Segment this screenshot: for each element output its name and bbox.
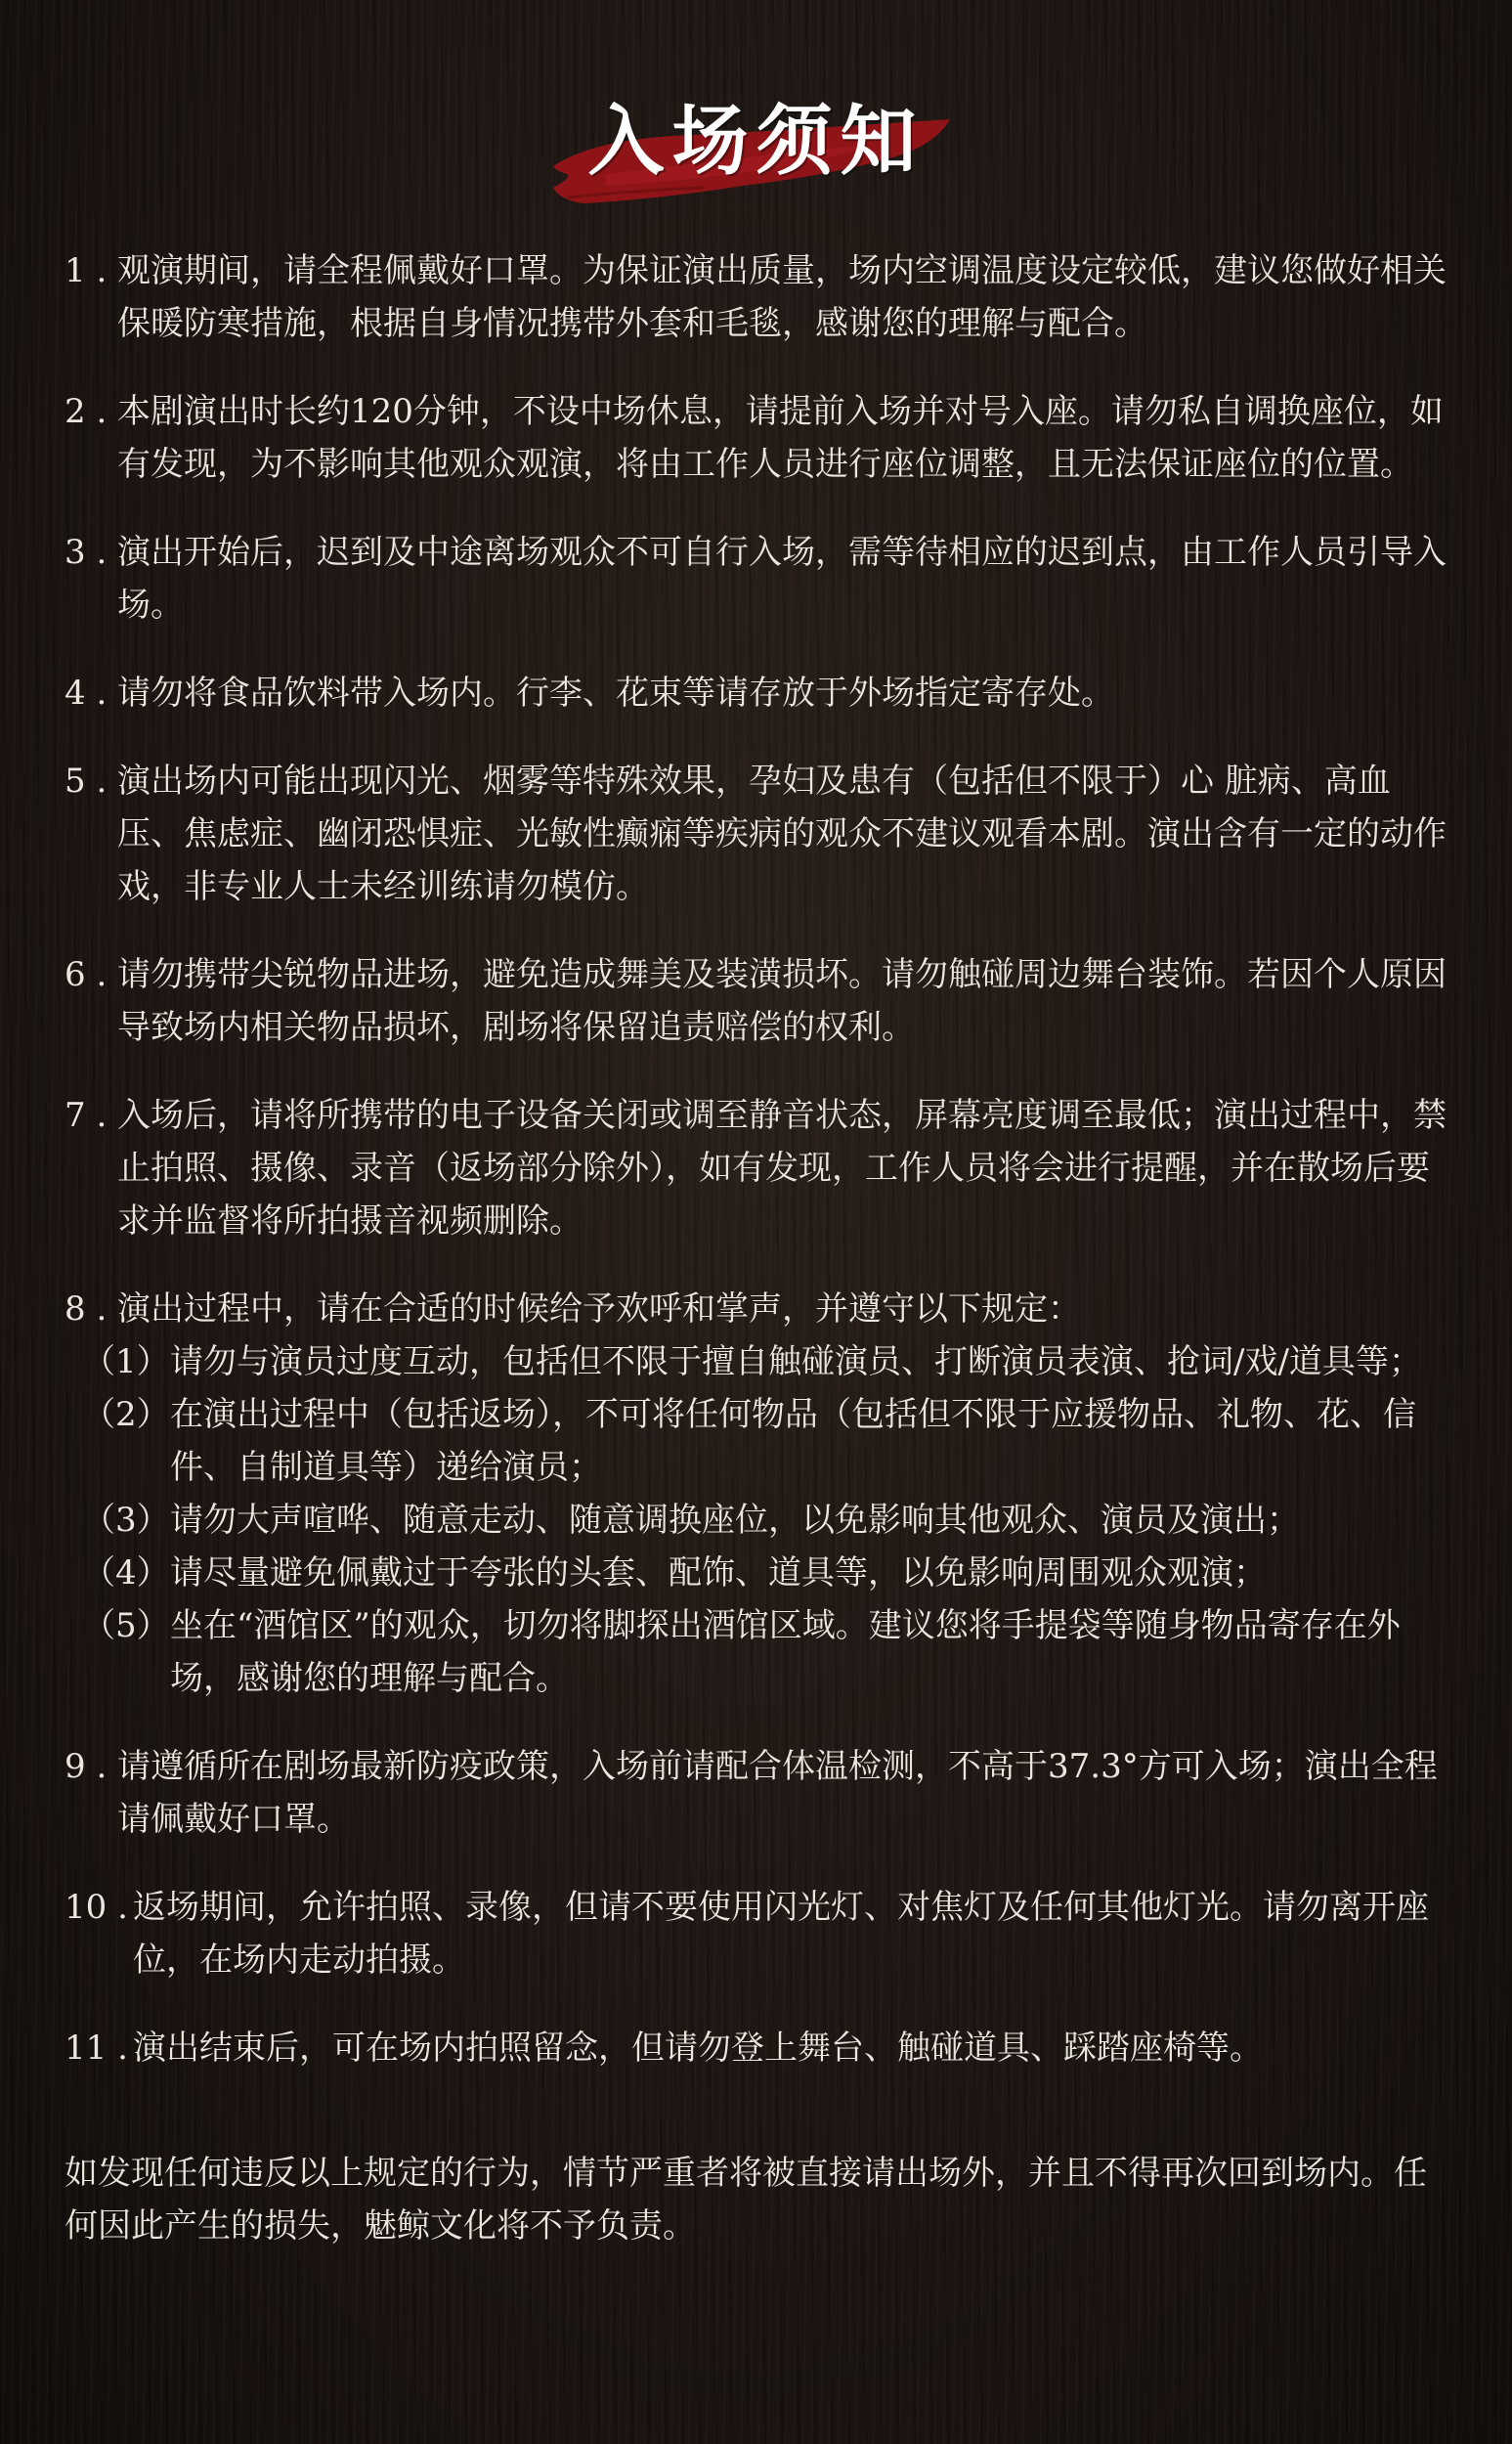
item-number: 1 . xyxy=(65,251,108,290)
sub-rule-1 xyxy=(65,1335,1452,1388)
item-number: 11 . xyxy=(65,2029,128,2068)
page-title: 入场须知 xyxy=(587,97,925,186)
notice-item-10 xyxy=(65,1881,1452,1986)
sub-rule-text: 请勿大声喧哗、随意走动、随意调换座位，以免影响其他观众、演员及演出； xyxy=(170,1501,1300,1540)
item-number: 5 . xyxy=(65,762,108,801)
item-text: 返场期间，允许拍照、录像，但请不要使用闪光灯、对焦灯及任何其他灯光。请勿离开座位，在场内走动拍摄。 xyxy=(133,1888,1429,1980)
sub-rule-3 xyxy=(65,1494,1452,1547)
sub-rule-2 xyxy=(65,1388,1452,1494)
item-text: 本剧演出时长约120分钟，不设中场休息，请提前入场并对号入座。请勿私自调换座位，如有发现，为不影响其他观众观演，将由工作人员进行座位调整，且无法保证座位的位置。 xyxy=(117,392,1444,484)
item-number: 10 . xyxy=(65,1888,128,1927)
sub-rule-text: 请尽量避免佩戴过于夸张的头套、配饰、道具等，以免影响周围观众观演； xyxy=(170,1553,1267,1593)
item-text: 演出结束后，可在场内拍照留念，但请勿登上舞台、触碰道具、踩踏座椅等。 xyxy=(133,2029,1263,2068)
notice-item-1 xyxy=(65,244,1452,350)
item-text: 请勿将食品饮料带入场内。行李、花束等请存放于外场指定寄存处。 xyxy=(117,674,1114,713)
item-number: 3 . xyxy=(65,533,108,572)
title-area xyxy=(0,59,1512,215)
sub-rule-text: 请勿与演员过度互动，包括但不限于擅自触碰演员、打断演员表演、抢词/戏/道具等； xyxy=(170,1342,1422,1381)
sub-rule-4 xyxy=(65,1547,1452,1599)
item-number: 6 . xyxy=(65,955,108,994)
notice-item-4 xyxy=(65,667,1452,720)
item-text: 请勿携带尖锐物品进场，避免造成舞美及装潢损坏。请勿触碰周边舞台装饰。若因个人原因导致场内相关物品损坏，剧场将保留追责赔偿的权利。 xyxy=(117,955,1447,1047)
notice-content xyxy=(65,244,1452,2252)
disclaimer-text: 如发现任何违反以上规定的行为，情节严重者将被直接请出场外，并且不得再次回到场内。任何因此产生的损失，魅鲸文化将不予负责。 xyxy=(65,2154,1427,2246)
rule-sublist xyxy=(65,1335,1452,1705)
notice-item-2 xyxy=(65,385,1452,491)
sub-rule-text: 坐在“酒馆区”的观众，切勿将脚探出酒馆区域。建议您将手提袋等随身物品寄存在外场，感谢您的理解与配合。 xyxy=(170,1606,1401,1698)
item-text: 演出开始后，迟到及中途离场观众不可自行入场，需等待相应的迟到点，由工作人员引导入场。 xyxy=(117,533,1447,625)
sub-rule-number: （5） xyxy=(82,1606,170,1645)
notice-item-11 xyxy=(65,2022,1452,2074)
item-number: 9 . xyxy=(65,1747,108,1786)
item-text: 观演期间，请全程佩戴好口罩。为保证演出质量，场内空调温度设定较低，建议您做好相关保暖防寒措施，根据自身情况携带外套和毛毯，感谢您的理解与配合。 xyxy=(117,251,1447,343)
item-text: 演出过程中，请在合适的时候给予欢呼和掌声，并遵守以下规定： xyxy=(117,1289,1081,1329)
sub-rule-text: 在演出过程中（包括返场），不可将任何物品（包括但不限于应援物品、礼物、花、信件、自制道具等）递给演员； xyxy=(170,1395,1416,1487)
item-number: 7 . xyxy=(65,1096,108,1135)
notice-item-8 xyxy=(65,1283,1452,1335)
notice-item-3 xyxy=(65,526,1452,632)
sub-rule-number: （4） xyxy=(82,1553,170,1593)
item-number: 8 . xyxy=(65,1289,108,1329)
notice-item-9 xyxy=(65,1740,1452,1846)
item-number: 4 . xyxy=(65,674,108,713)
notice-item-7 xyxy=(65,1089,1452,1247)
notice-item-6 xyxy=(65,948,1452,1054)
sub-rule-5 xyxy=(65,1599,1452,1705)
sub-rule-number: （2） xyxy=(82,1395,170,1434)
sub-rule-number: （3） xyxy=(82,1501,170,1540)
item-text: 入场后，请将所携带的电子设备关闭或调至静音状态，屏幕亮度调至最低；演出过程中，禁止拍照、摄像、录音（返场部分除外），如有发现，工作人员将会进行提醒，并在散场后要求并监督将所拍摄音视频删除。 xyxy=(117,1096,1447,1241)
item-text: 请遵循所在剧场最新防疫政策，入场前请配合体温检测，不高于37.3°方可入场；演出全程请佩戴好口罩。 xyxy=(117,1747,1438,1839)
item-number: 2 . xyxy=(65,392,108,431)
sub-rule-number: （1） xyxy=(82,1342,170,1381)
notice-item-5 xyxy=(65,755,1452,913)
item-text: 演出场内可能出现闪光、烟雾等特殊效果，孕妇及患有（包括但不限于）心 脏病、高血压、焦虑症、幽闭恐惧症、光敏性癫痫等疾病的观众不建议观看本剧。演出含有一定的动作戏，非专业人士未经训练请勿模仿。 xyxy=(117,762,1447,906)
item-body xyxy=(117,1283,1452,1335)
